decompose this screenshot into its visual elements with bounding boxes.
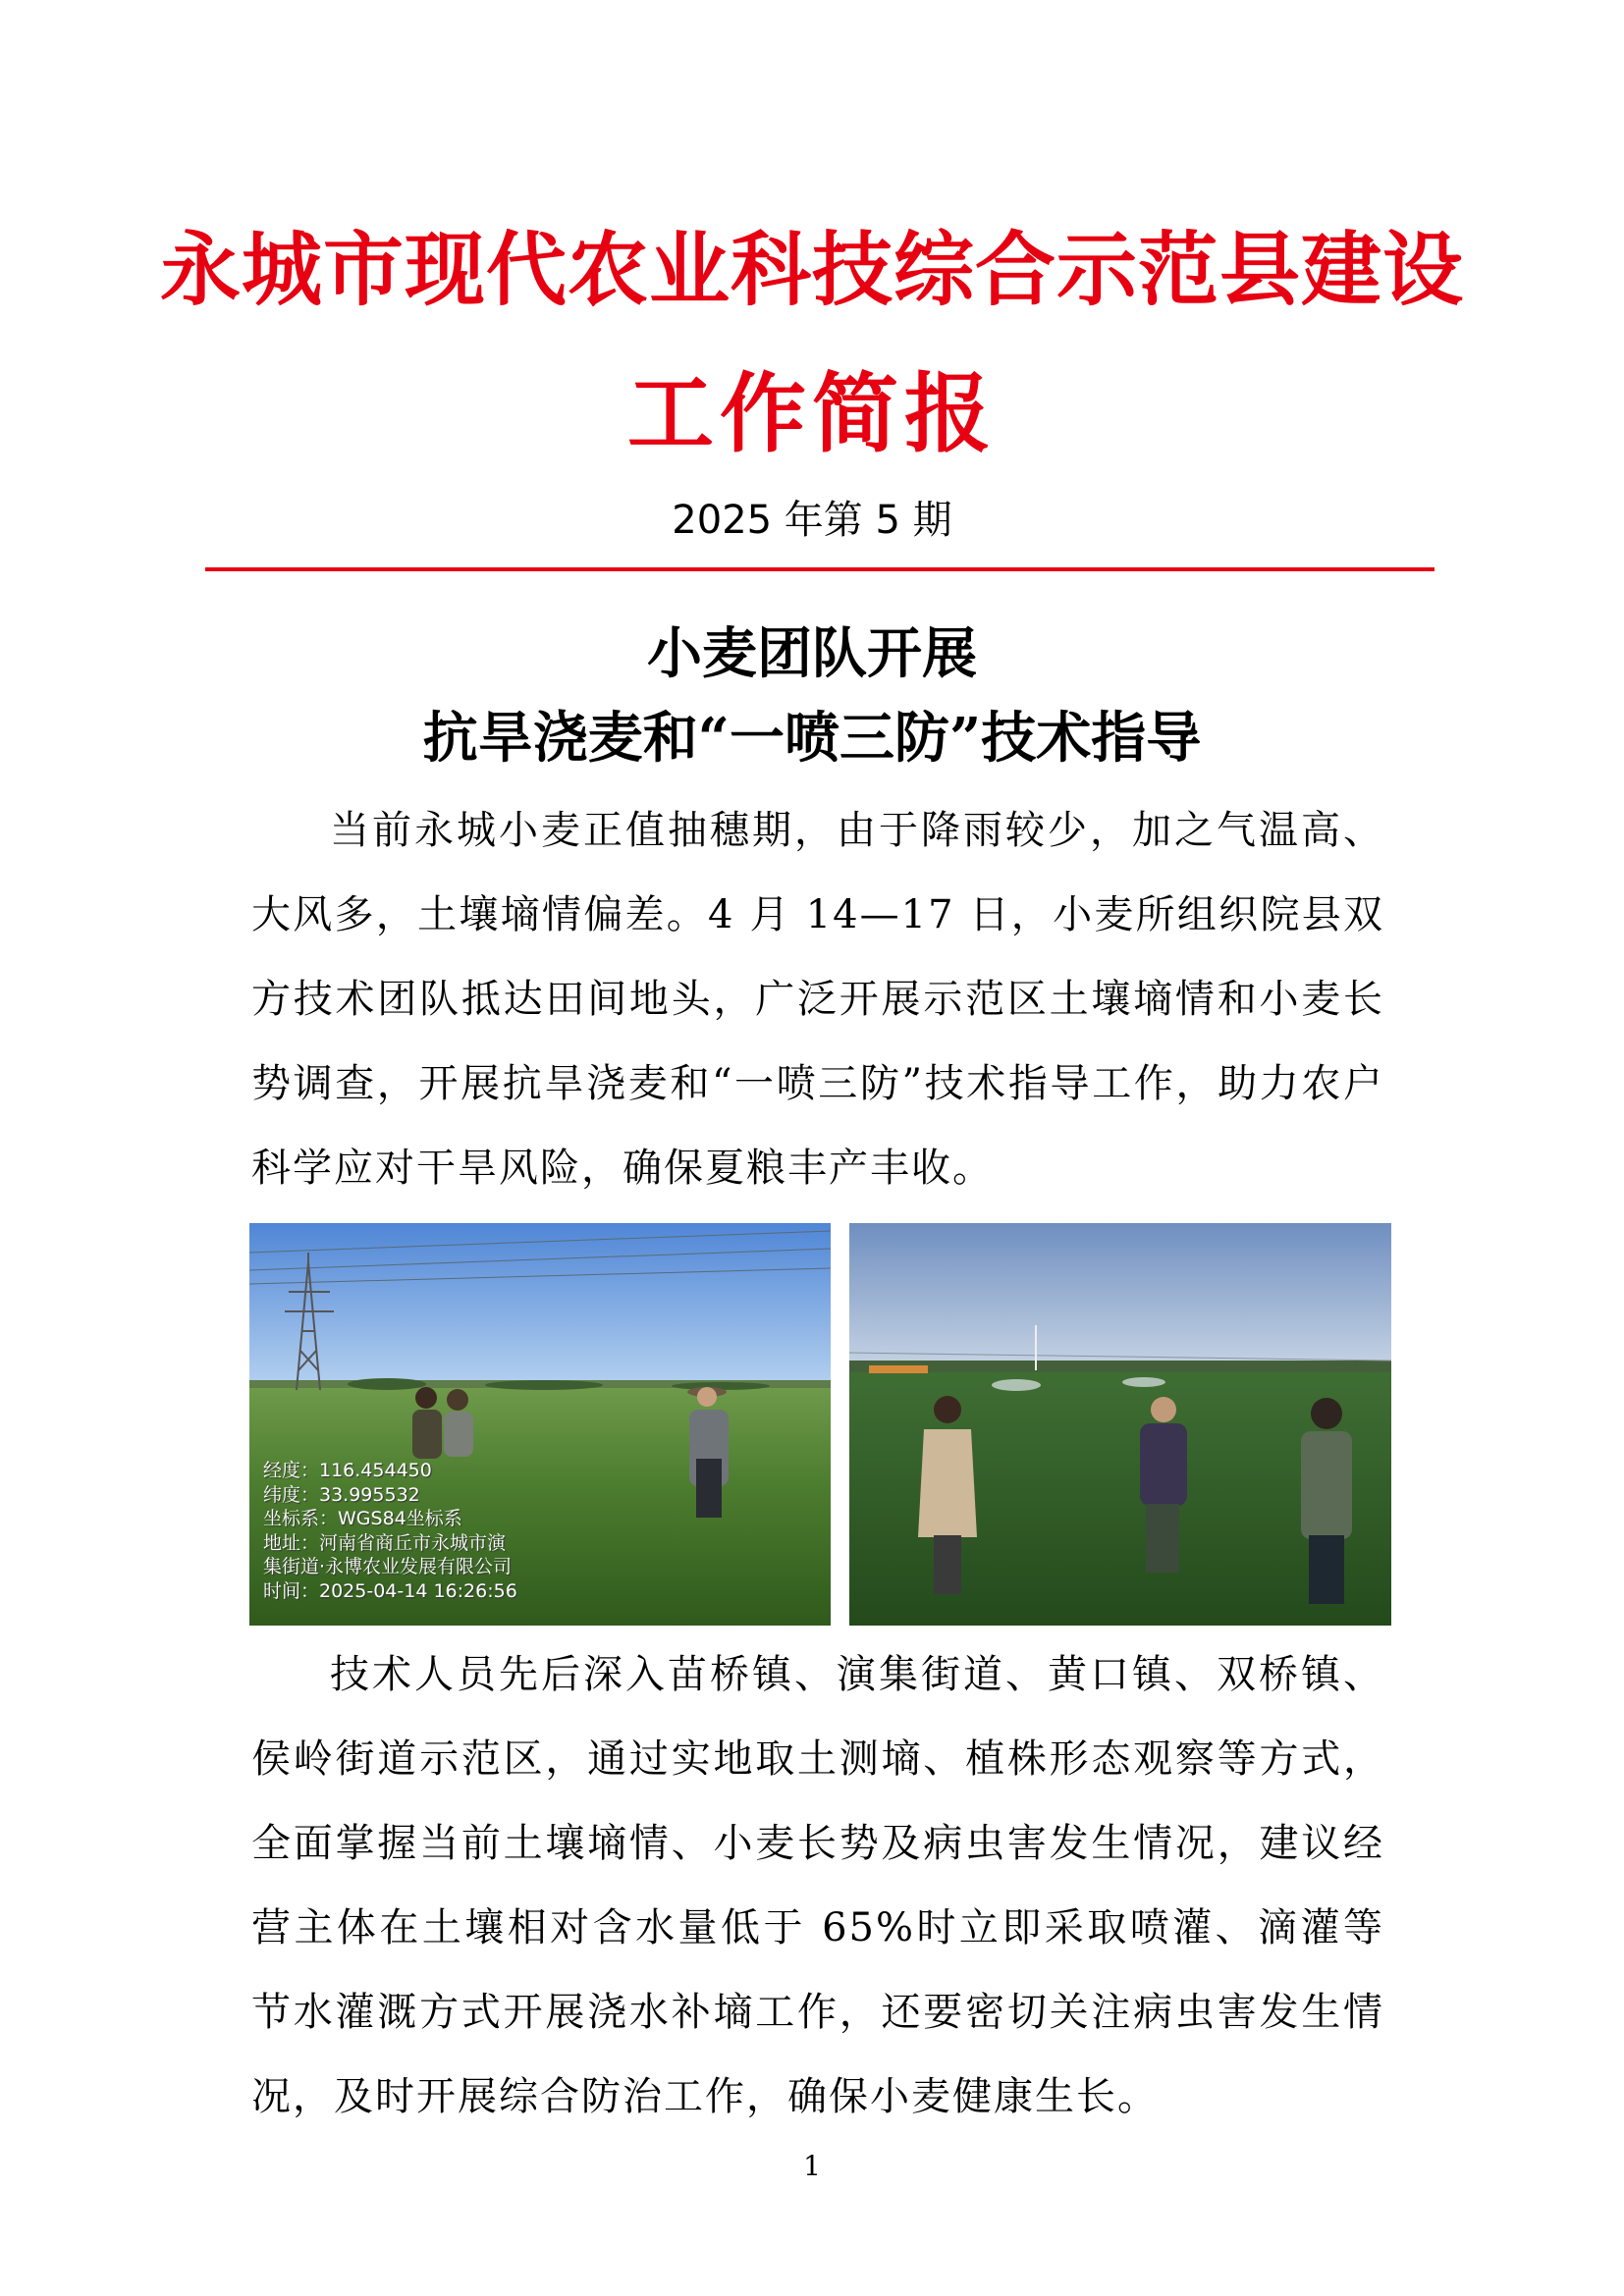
- issue-number: 2025 年第 5 期: [672, 498, 952, 543]
- overlay-address-line2: 集街道·永博农业发展有限公司: [263, 1556, 513, 1577]
- masthead-title-line2: 工作简报: [626, 362, 997, 464]
- field-photo-sprinklers: [849, 1223, 1391, 1626]
- page-number: 1: [803, 2150, 821, 2182]
- article-paragraph-1: 当前永城小麦正值抽穗期，由于降雨较少，加之气温高、大风多，土壤墒情偏差。4 月 14—17 日，小麦所组织院县双方技术团队抵达田间地头，广泛开展示范区土壤墒情和小麦长势调查，开展抗旱浇麦和“一喷三防”技术指导工作，助力农户科学应对干旱风险，确保夏粮丰产丰收。: [251, 808, 1384, 1191]
- overlay-longitude: 经度：116.454450: [263, 1460, 432, 1481]
- overlay-address-line1: 地址：河南省商丘市永城市演: [263, 1531, 507, 1554]
- gps-watermark: [263, 1459, 517, 1603]
- red-divider: [205, 567, 1435, 571]
- field-photo-tower: [249, 1223, 831, 1626]
- overlay-coord-system: 坐标系：WGS84坐标系: [263, 1508, 462, 1529]
- overlay-latitude: 纬度：33.995532: [263, 1483, 420, 1506]
- article-paragraph-2: 技术人员先后深入苗桥镇、演集街道、黄口镇、双桥镇、侯岭街道示范区，通过实地取土测墒、植株形态观察等方式，全面掌握当前土壤墒情、小麦长势及病虫害发生情况，建议经营主体在土壤相对含水量低于 65%时立即采取喷灌、滴灌等节水灌溉方式开展浇水补墒工作，还要密切关注病虫害发生情况，及时开展综合防治工作，确保小麦健康生长。: [251, 1652, 1384, 2119]
- article-title-line1: 小麦团队开展: [647, 621, 977, 686]
- overlay-time: 时间：2025-04-14 16:26:56: [263, 1579, 517, 1602]
- masthead-title-line1: 永城市现代农业科技综合示范县建设: [159, 223, 1464, 317]
- article-title-line2: 抗旱浇麦和“一喷三防”技术指导: [422, 706, 1202, 771]
